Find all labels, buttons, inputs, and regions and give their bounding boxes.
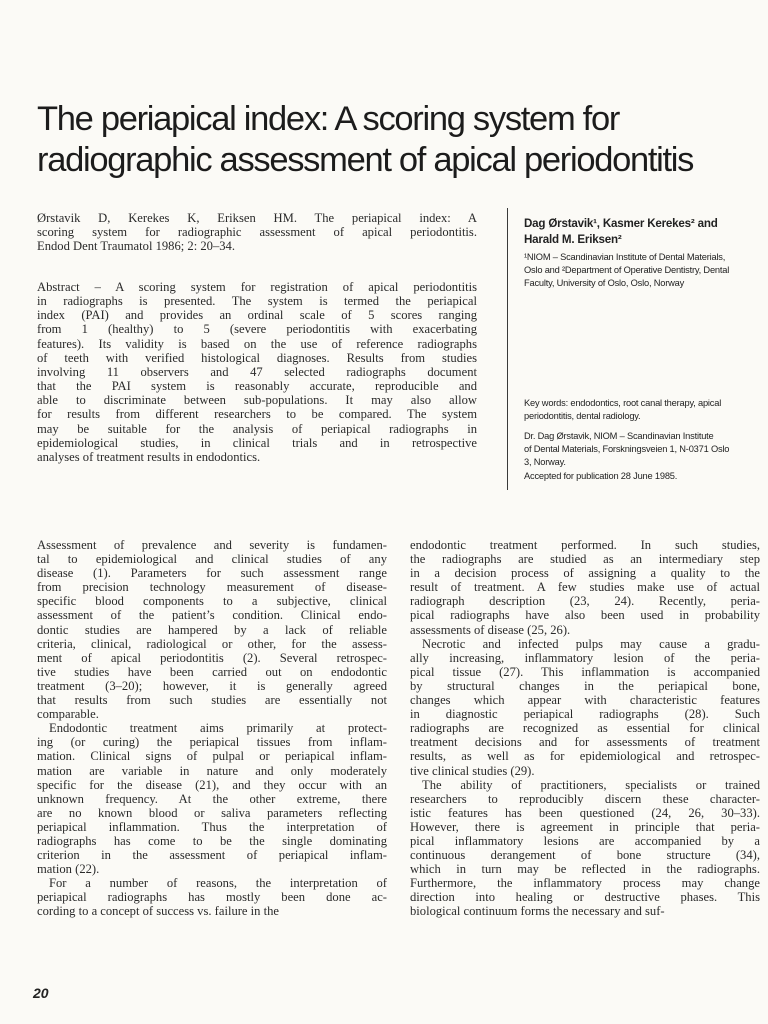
text-line: of teeth with verified histological diagnoses. Results from studies [37, 350, 477, 365]
text-line: mation. Clinical signs of pulpal or periapical inflam- [37, 749, 387, 764]
text-line: direction into healing or destructive phases. This [410, 890, 760, 905]
text-line: that the PAI system is reasonably accurate, reproducible and [37, 379, 477, 394]
text-line: assessment of the patient’s condition. Clinical endo- [37, 608, 387, 623]
text-line: Dr. Dag Ørstavik, NIOM – Scandinavian Institute [524, 431, 714, 441]
text-line: criterion in the assessment of periapical inflam- [37, 848, 387, 863]
text-line: ally increasing, inflammatory lesion of the peria- [410, 650, 760, 665]
text-line: Oslo and ²Department of Operative Dentistry, Dental [524, 265, 730, 275]
body-column-right [410, 538, 760, 919]
page-number: 20 [33, 985, 49, 1001]
text-line: Harald M. Eriksen² [524, 232, 622, 246]
affiliations [524, 251, 758, 290]
text-line: pical tissue (27). This inflammation is accompanied [410, 664, 760, 679]
text-line: The ability of practitioners, specialists or trained [422, 777, 760, 792]
text-line: involving 11 observers and 47 selected radiographs document [37, 364, 477, 379]
text-line: comparable. [37, 707, 99, 722]
text-line: index (PAI) and provides an ordinal scale of 5 scores ranging [37, 308, 477, 323]
text-line: 3, Norway. [524, 457, 566, 467]
text-line: assessments of disease (25, 26). [410, 622, 571, 637]
article-title [37, 99, 757, 181]
accepted-text: Accepted for publication 28 June 1985. [524, 471, 678, 481]
text-line: Furthermore, the inflammatory process may change [410, 876, 760, 891]
text-line: Assessment of prevalence and severity is fundamen- [37, 538, 387, 552]
text-line: features). Its validity is based on the use of reference radiographs [37, 336, 477, 351]
text-line: Abstract – A scoring system for registration of apical periodontitis [37, 280, 477, 294]
text-line: result of treatment. A few studies make use of actual [410, 580, 760, 595]
text-line: which in turn may be reflected in the radiographs. [410, 862, 760, 877]
text-line: are no known blood or saliva parameters reflecting [37, 805, 387, 820]
text-line: ing (or curing) the periapical tissues from inflam- [37, 735, 387, 750]
text-line: from 1 (healthy) to 5 (severe periodontitis with exacerbating [37, 322, 477, 337]
text-line: unknown frequency. At the other extreme, there [37, 791, 387, 806]
text-line: may be suitable for the analysis of periapical radiographs in [37, 421, 477, 436]
text-line: analyses of treatment results in endodontics. [37, 449, 261, 464]
text-line: specific blood components to a subjective, clinical [37, 594, 387, 609]
text-line: periodontitis, dental radiology. [524, 411, 641, 421]
text-line: mation are variable in nature and only moderately [37, 763, 387, 778]
text-line: by structural changes in the periapical bone, [410, 678, 760, 693]
column-divider [507, 208, 508, 490]
correspondence-address [524, 430, 758, 469]
text-line: ment of apical periodontitis (2). Several retrospec- [37, 650, 387, 665]
text-line: treatment (3–20); however, it is generally agreed [37, 678, 387, 693]
text-line: Necrotic and infected pulps may cause a gradu- [422, 636, 760, 651]
text-line: Endodontic treatment aims primarily at protect- [49, 721, 387, 736]
author-list [524, 216, 758, 247]
body-column-left [37, 538, 387, 919]
text-line: pical inflammatory lesions are accompanied by a [410, 833, 760, 848]
text-line: tive studies have been carried out on endodontic [37, 664, 387, 679]
abstract [37, 280, 477, 464]
text-line: radiographs has come to be the single dominating [37, 833, 387, 848]
text-line: For a number of reasons, the interpretation of [49, 876, 387, 891]
text-line: radiographs are recognized as essential for clinical [410, 721, 760, 736]
text-line: in radiographs is presented. The system is termed the periapical [37, 294, 477, 309]
text-line: However, there is agreement in principle that peria- [410, 819, 760, 834]
text-line: Key words: endodontics, root canal therapy, apical [524, 398, 722, 408]
text-line: for results from different researchers to be compared. The system [37, 407, 477, 422]
text-line: in a decision process of assigning a quality to the [410, 566, 760, 581]
text-line: mation (22). [37, 862, 100, 877]
title-line: radiographic assessment of apical periodontitis [37, 141, 694, 179]
text-line: treatment decisions and for assessments of treatment [410, 735, 760, 750]
text-line: disease (1). Parameters for such assessment range [37, 566, 387, 581]
text-line: periapical inflammation. Thus the interpretation of [37, 819, 387, 834]
text-line: in diagnostic periapical radiographs (28). Such [410, 707, 760, 722]
title-line: The periapical index: A scoring system for [37, 100, 620, 138]
text-line: tal to epidemiological and clinical studies of any [37, 552, 387, 567]
text-line: the radiographs are studied as an intermediary step [410, 552, 760, 567]
text-line: dontic studies are hampered by a lack of reliable [37, 622, 387, 637]
text-line: istic features has been questioned (24, 26, 30–33). [410, 805, 760, 820]
text-line: continuous derangement of bone structure (34), [410, 848, 760, 863]
text-line: radiograph description (23, 24). Recently, peria- [410, 594, 760, 609]
text-line: scoring system for radiographic assessment of apical periodontitis. [37, 225, 477, 240]
text-line: Faculty, University of Oslo, Oslo, Norway [524, 278, 685, 288]
text-line: ¹NIOM – Scandinavian Institute of Dental Materials, [524, 252, 726, 262]
text-line: results, as well as for epidemiological and retrospec- [410, 749, 760, 764]
text-line: that results from such studies are essentially not [37, 693, 387, 708]
text-line: changes which appear with characteristic features [410, 693, 760, 708]
text-line: tive clinical studies (29). [410, 763, 535, 778]
text-line: pical radiographs have also been used in probability [410, 608, 760, 623]
text-line: researchers to reproducibly discern these character- [410, 791, 760, 806]
text-line: Endod Dent Traumatol 1986; 2: 20–34. [37, 239, 236, 254]
text-line: epidemiological studies, in clinical trials and in retrospective [37, 435, 477, 450]
text-line: Ørstavik D, Kerekes K, Eriksen HM. The periapical index: A [37, 211, 477, 225]
text-line: of Dental Materials, Forskningsveien 1, N-0371 Oslo [524, 444, 730, 454]
text-line: biological continuum forms the necessary and suf- [410, 904, 665, 919]
text-line: cording to a concept of success vs. failure in the [37, 904, 279, 919]
text-line: Dag Ørstavik¹, Kasmer Kerekes² and [524, 217, 718, 230]
citation [37, 211, 477, 253]
text-line: endodontic treatment performed. In such studies, [410, 538, 760, 552]
text-line: criteria, clinical, radiological or other, for the assess- [37, 636, 387, 651]
accepted-date [524, 470, 758, 483]
text-line: able to discriminate between sub-populations. It may also allow [37, 393, 477, 408]
text-line: specific for the disease (21), and they occur with an [37, 777, 387, 792]
text-line: from precision technology measurement of disease- [37, 580, 387, 595]
keywords [524, 397, 758, 423]
text-line: periapical radiographs has mostly been done ac- [37, 890, 387, 905]
